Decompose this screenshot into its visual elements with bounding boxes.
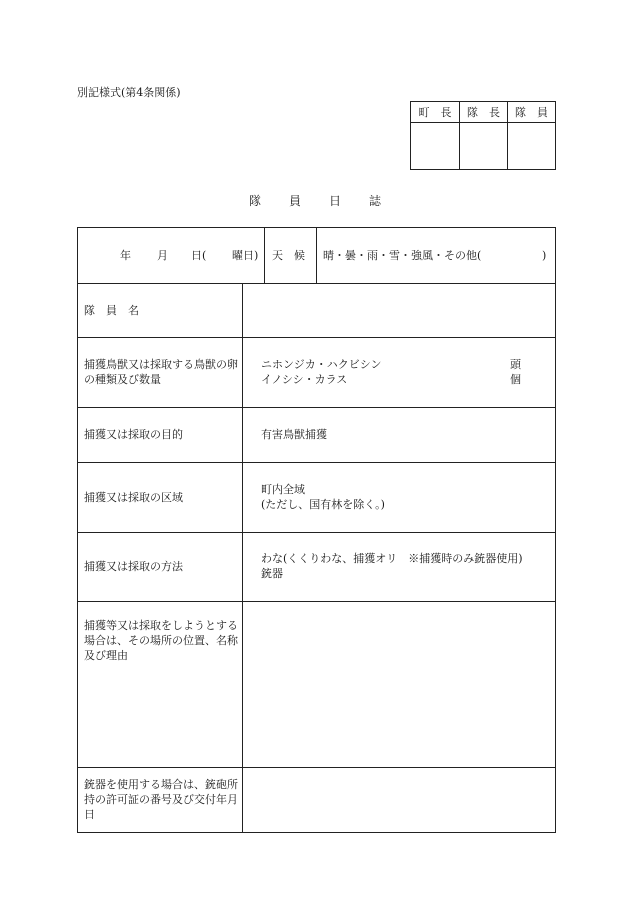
weather-label: 天 候 xyxy=(272,249,305,262)
approval-header-member: 隊 員 xyxy=(508,102,555,123)
title-char: 員 xyxy=(288,194,301,208)
date-year-label: 年 xyxy=(120,249,131,262)
title-char: 日 xyxy=(329,194,342,208)
approval-column-mayor xyxy=(411,102,459,169)
approval-header-mayor: 町 長 xyxy=(411,102,459,123)
label-location: 捕獲等又は採取をしようとする場合は、その場所の位置、名称及び理由 xyxy=(84,619,238,662)
approval-column-captain xyxy=(459,102,507,169)
label-method: 捕獲又は採取の方法 xyxy=(84,560,183,573)
approval-header-captain: 隊 長 xyxy=(460,102,507,123)
row-divider xyxy=(78,407,555,408)
label-firearm-permit: 銃器を使用する場合は、銃砲所持の許可証の番号及び交付年月日 xyxy=(84,778,238,821)
journal-table xyxy=(77,227,556,833)
column-divider xyxy=(242,283,243,833)
column-divider xyxy=(264,228,265,283)
row-divider xyxy=(78,337,555,338)
date-month-label: 月 xyxy=(157,249,168,262)
value-purpose: 有害鳥獣捕獲 xyxy=(261,428,327,441)
value-species-line1: ニホンジカ・ハクビシン xyxy=(261,358,382,371)
form-reference: 別記様式(第4条関係) xyxy=(77,86,181,99)
row-divider xyxy=(78,532,555,533)
row-divider xyxy=(78,601,555,602)
approval-stamp-box xyxy=(410,101,556,170)
title-char: 誌 xyxy=(369,194,382,208)
label-area: 捕獲又は採取の区域 xyxy=(84,491,183,504)
date-day-label: 日( xyxy=(191,249,207,262)
weather-options: 晴・曇・雨・雪・強風・その他( xyxy=(323,249,482,262)
row-divider xyxy=(78,283,555,284)
label-species: 捕獲鳥獣又は採取する鳥獣の卵の種類及び数量 xyxy=(84,358,238,386)
approval-column-member xyxy=(507,102,555,169)
weather-close-paren: ) xyxy=(542,249,547,262)
row-divider xyxy=(78,462,555,463)
row-divider xyxy=(78,767,555,768)
value-species-line2: イノシシ・カラス xyxy=(261,373,348,386)
unit-head: 頭 xyxy=(510,358,521,371)
date-weekday-label: 曜日) xyxy=(232,249,259,262)
value-method-line1: わな(くくりわな、捕獲オリ ※捕獲時のみ銃器使用) xyxy=(261,552,523,565)
label-purpose: 捕獲又は採取の目的 xyxy=(84,428,183,441)
value-area-line1: 町内全域 xyxy=(261,483,305,496)
page-title xyxy=(0,192,630,209)
unit-count: 個 xyxy=(510,373,521,386)
label-member-name: 隊 員 名 xyxy=(84,304,139,317)
value-area-line2: (ただし、国有林を除く。) xyxy=(261,498,385,511)
title-char: 隊 xyxy=(248,194,261,208)
column-divider xyxy=(316,228,317,283)
value-method-line2: 銃器 xyxy=(261,567,283,580)
